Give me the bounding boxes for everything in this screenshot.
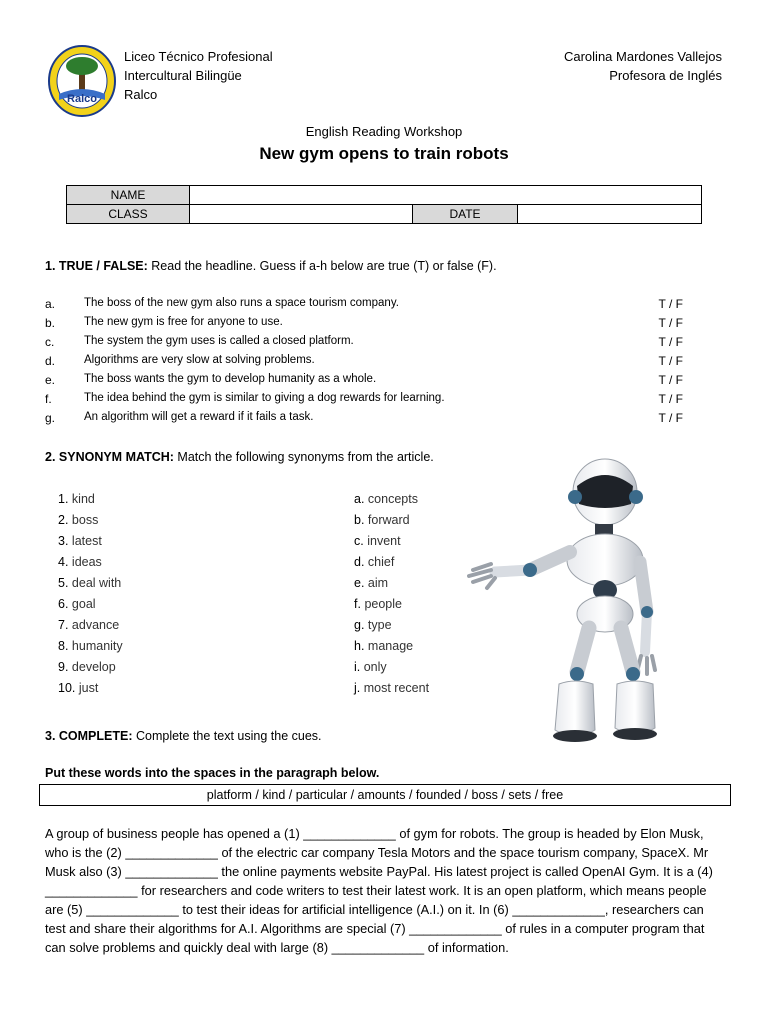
list-item: g. type: [354, 618, 392, 632]
list-item: j. most recent: [354, 681, 430, 695]
date-label: DATE: [413, 205, 518, 224]
teacher-info: [564, 47, 722, 85]
tf-choice[interactable]: T / F: [658, 316, 683, 330]
list-item: g. An algorithm will get a reward if it fails a task. T / F: [45, 411, 683, 425]
tf-choice[interactable]: T / F: [658, 354, 683, 368]
list-item: f. people: [354, 597, 402, 611]
list-item: h. manage: [354, 639, 414, 653]
tf-choice[interactable]: T / F: [658, 297, 683, 311]
synonym-right-column: [354, 489, 429, 699]
tf-choice[interactable]: T / F: [658, 392, 683, 406]
list-item: e. aim: [354, 576, 389, 590]
school-name: [124, 47, 273, 104]
logo-text: Ralco: [67, 93, 97, 105]
list-item: 2. boss: [58, 513, 99, 527]
section-2-heading: 2. SYNONYM MATCH: Match the following synonyms from the article.: [45, 450, 434, 464]
list-item: a. The boss of the new gym also runs a space tourism company. T / F: [45, 297, 683, 311]
list-item: d. chief: [354, 555, 395, 569]
school-logo: [47, 44, 117, 118]
teacher-name: Carolina Mardones Vallejos: [563, 49, 722, 64]
list-item: c. The system the gym uses is called a closed platform. T / F: [45, 335, 683, 349]
student-info-table: [66, 185, 702, 224]
class-field[interactable]: [190, 205, 413, 224]
word-box: platform / kind / particular / amounts / founded / boss / sets / free: [39, 784, 731, 806]
list-item: 8. humanity: [58, 639, 123, 653]
list-item: a. concepts: [354, 492, 418, 506]
school-line-3: Ralco: [124, 87, 158, 102]
tf-choice[interactable]: T / F: [658, 373, 683, 387]
tf-choice[interactable]: T / F: [658, 335, 683, 349]
list-item: f. The idea behind the gym is similar to giving a dog rewards for learning. T / F: [45, 392, 683, 406]
school-line-1: Liceo Técnico Profesional: [124, 49, 273, 64]
list-item: i. only: [354, 660, 387, 674]
section-1-heading: 1. TRUE / FALSE: Read the headline. Guess if a-h below are true (T) or false (F).: [45, 259, 497, 273]
list-item: d. Algorithms are very slow at solving problems. T / F: [45, 354, 683, 368]
teacher-role: Profesora de Inglés: [609, 68, 722, 83]
tf-choice[interactable]: T / F: [658, 411, 683, 425]
name-label: NAME: [67, 186, 190, 205]
list-item: 9. develop: [58, 660, 116, 674]
put-words-instruction: Put these words into the spaces in the paragraph below.: [45, 766, 380, 780]
class-label: CLASS: [67, 205, 190, 224]
section-3-heading: 3. COMPLETE: Complete the text using the cues.: [45, 729, 322, 743]
synonym-left-column: [58, 489, 123, 699]
robot-illustration: [455, 452, 670, 752]
page-title: New gym opens to train robots: [259, 144, 509, 163]
list-item: 5. deal with: [58, 576, 122, 590]
list-item: 4. ideas: [58, 555, 102, 569]
school-line-2: Intercultural Bilingüe: [124, 68, 242, 83]
list-item: 3. latest: [58, 534, 102, 548]
date-field[interactable]: [518, 205, 702, 224]
list-item: 7. advance: [58, 618, 120, 632]
list-item: c. invent: [354, 534, 401, 548]
true-false-list: [45, 297, 700, 430]
list-item: b. forward: [354, 513, 410, 527]
name-field[interactable]: [190, 186, 702, 205]
list-item: 6. goal: [58, 597, 96, 611]
list-item: b. The new gym is free for anyone to use. T / F: [45, 316, 683, 330]
list-item: 10. just: [58, 681, 99, 695]
workshop-label: English Reading Workshop: [305, 124, 463, 139]
cloze-paragraph: A group of business people has opened a (1) _____________ of gym for robots. The group is headed by Elon Musk, who is the (2) _____________ of the electric car company Tesla Motors and the space tourism company, SpaceX. Mr Musk also (3) _____________ the online payments website PayPal. His latest project is called OpenAI Gym. It is a (4) _____________ for researchers and code writers to test their latest work. It is an open platform, which means people are (5) _____________ to test their ideas for artificial intelligence (A.I.) on it. In (6) _____________, researchers can test and share their algorithms for A.I. Algorithms are special (7) _____________ of rules in a computer program that can solve problems and quickly deal with large (8) _____________ of information.: [45, 826, 713, 955]
list-item: 1. kind: [58, 492, 95, 506]
list-item: e. The boss wants the gym to develop humanity as a whole. T / F: [45, 373, 683, 387]
